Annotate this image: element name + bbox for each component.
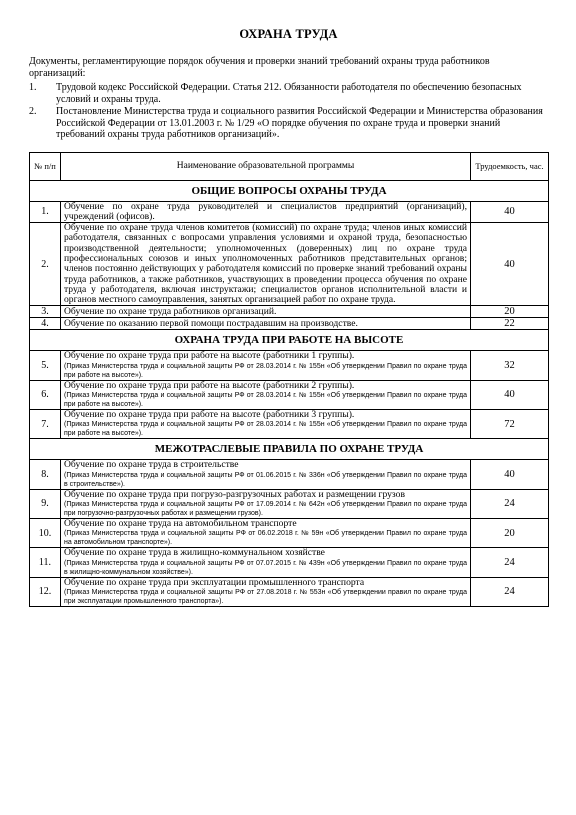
program-name: Обучение по охране труда работников организаций. [64,305,277,317]
table-row [30,351,549,380]
program-hours: 40 [471,223,549,306]
program-name: Обучение по охране труда при эксплуатации промышленного транспорта [64,576,365,588]
row-number: 1. [30,201,61,223]
program-name: Обучение по охране труда при погрузо-разгрузочных работах и размещении грузов [64,488,405,500]
program-hours: 24 [471,548,549,577]
program-hours: 72 [471,410,549,439]
table-row [30,318,549,330]
row-number: 7. [30,410,61,439]
table-row [30,201,549,223]
section-row [30,439,549,460]
table-row [30,410,549,439]
program-legal-note: (Приказ Министерства труда и социальной защиты РФ от 06.02.2018 г. № 59н «Об утверждении Правил по охране труда на автомобильном транспорте»). [64,530,467,547]
table-row [30,489,549,518]
reference-text: Трудовой кодекс Российской Федерации. Статья 212. Обязанности работодателя по обеспечению безопасных условий и охраны труда. [56,82,522,105]
row-number: 10. [30,518,61,547]
programs-table [29,152,549,607]
program-hours: 40 [471,201,549,223]
row-number: 3. [30,306,61,318]
program-cell [61,380,471,409]
program-name: Обучение по охране труда руководителей и специалистов предприятий (организаций), учреждений (офисов). [64,200,467,222]
table-body [30,180,549,606]
references-list [29,82,548,141]
row-number: 4. [30,318,61,330]
program-cell [61,306,471,318]
program-hours: 24 [471,489,549,518]
program-legal-note: (Приказ Министерства труда и социальной защиты РФ от 01.06.2015 г. № 336н «Об утверждении Правил по охране труда в строительстве»). [64,471,467,488]
program-hours: 22 [471,318,549,330]
table-row [30,306,549,318]
table-row [30,223,549,306]
program-cell [61,518,471,547]
program-hours: 40 [471,380,549,409]
program-legal-note: (Приказ Министерства труда и социальной защиты РФ от 28.03.2014 г. № 155н «Об утверждении Правил по охране труда при работе на высоте»). [64,421,467,438]
row-number: 11. [30,548,61,577]
program-name: Обучение по охране труда при работе на высоте (работники 1 группы). [64,350,355,362]
program-name: Обучение по охране труда членов комитетов (комиссий) по охране труда; членов иных комиссий работодателя, связанных с вопросами управления условиями и охраной труда, безопасностью производственной деятельности; уполномоченных (доверенных) лиц по охране труда профессиональных союзов и иных уполномоченных работников представительных органов; членов постоянно действующих у работодателя комиссий по проверке знаний требований охраны труда работников, а также работников, участвующих в проведении процесса обучения по охране труда у работодателя, включая инструктажи; специалистов органов исполнительной власти и органов местного самоуправления, занятых организацией работ по охране труда. [64,222,467,306]
row-number: 5. [30,351,61,380]
program-name: Обучение по охране труда на автомобильном транспорте [64,517,297,529]
row-number: 2. [30,223,61,306]
program-cell [61,201,471,223]
section-title: МЕЖОТРАСЛЕВЫЕ ПРАВИЛА ПО ОХРАНЕ ТРУДА [30,439,549,460]
section-row [30,330,549,351]
program-name: Обучение по охране труда при работе на высоте (работники 2 группы). [64,379,355,391]
row-number: 12. [30,577,61,606]
program-legal-note: (Приказ Министерства труда и социальной защиты РФ от 07.07.2015 г. № 439н «Об утверждении Правил по охране труда в жилищно-коммунальном хозяйстве»). [64,559,467,576]
program-legal-note: (Приказ Министерства труда и социальной защиты РФ от 17.09.2014 г. № 642н «Об утверждении Правил по охране труда при погрузочно-разгрузочных работах и размещении грузов). [64,500,467,517]
reference-item [29,106,548,141]
section-row [30,180,549,201]
program-hours: 40 [471,460,549,489]
row-number: 6. [30,380,61,409]
header-number: № п/п [30,152,61,180]
program-hours: 20 [471,518,549,547]
reference-number: 1. [29,82,37,93]
program-hours: 32 [471,351,549,380]
header-hours: Трудоемкость, час. [471,152,549,180]
program-legal-note: (Приказ Министерства труда и социальной защиты РФ от 28.03.2014 г. № 155н «Об утверждении Правил по охране труда при работе на высоте»). [64,392,467,409]
program-cell [61,318,471,330]
program-legal-note: (Приказ Министерства труда и социальной защиты РФ от 27.08.2018 г. № 553н «Об утверждении правил по охране труда при эксплуатации промышленного транспорта»). [64,588,467,605]
program-name: Обучение по оказанию первой помощи пострадавшим на производстве. [64,317,358,329]
program-cell [61,460,471,489]
table-header-row [30,152,549,180]
page-title: ОХРАНА ТРУДА [239,27,338,41]
reference-text: Постановление Министерства труда и социального развития Российской Федерации и Министерства образования Российской Федерации от 13.01.2003 г. № 1/29 «О порядке обучения по охране труда и проверки знаний требований охраны труда работников организаций». [56,106,543,140]
program-cell [61,351,471,380]
section-title: ОБЩИЕ ВОПРОСЫ ОХРАНЫ ТРУДА [30,180,549,201]
program-hours: 24 [471,577,549,606]
program-hours: 20 [471,306,549,318]
program-cell [61,548,471,577]
program-cell [61,577,471,606]
program-cell [61,410,471,439]
table-row [30,460,549,489]
program-cell [61,489,471,518]
row-number: 8. [30,460,61,489]
row-number: 9. [30,489,61,518]
program-legal-note: (Приказ Министерства труда и социальной защиты РФ от 28.03.2014 г. № 155н «Об утверждении Правил по охране труда при работе на высоте»). [64,362,467,379]
reference-item [29,82,548,105]
program-name: Обучение по охране труда в строительстве [64,459,239,471]
header-name: Наименование образовательной программы [61,152,471,180]
program-name: Обучение по охране труда при работе на высоте (работники 3 группы). [64,409,355,421]
table-row [30,518,549,547]
section-title: ОХРАНА ТРУДА ПРИ РАБОТЕ НА ВЫСОТЕ [30,330,549,351]
reference-number: 2. [29,106,37,117]
intro-text: Документы, регламентирующие порядок обучения и проверки знаний требований охраны труда работников организаций: [29,56,490,79]
table-row [30,380,549,409]
program-name: Обучение по охране труда в жилищно-коммунальном хозяйстве [64,547,325,559]
table-row [30,548,549,577]
program-cell [61,223,471,306]
table-row [30,577,549,606]
